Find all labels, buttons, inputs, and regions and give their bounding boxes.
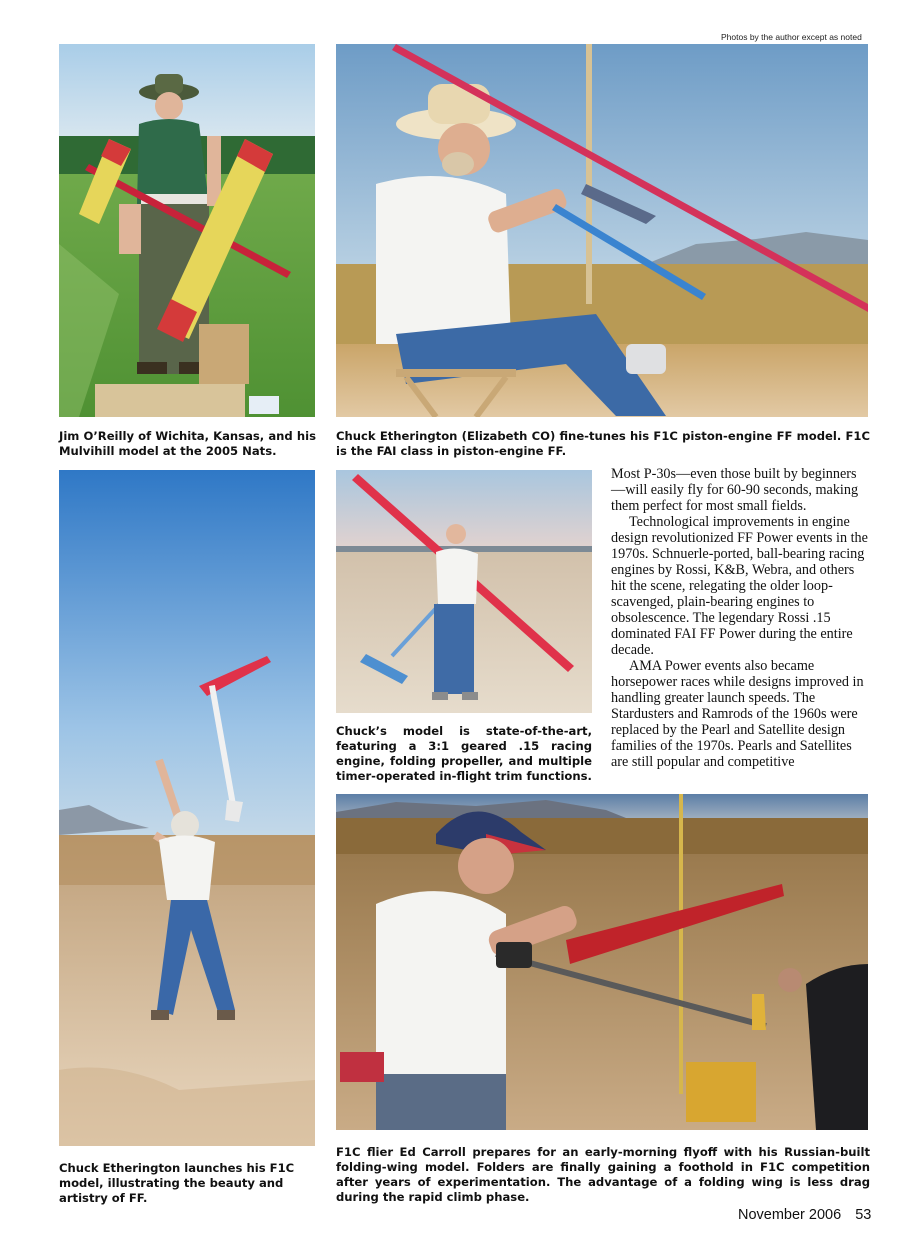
article-paragraph-2: Technological improvements in engine design revolutionized FF Power events in the 1970s. Schnuerle-ported, ball-bearing racing engines by Rossi, K&B, Webra, and others hit the scene, relegating the older loop-scavenged, plain-bearing engines to obsolescence. The legendary Rossi .15 dominated FAI FF Power during the entire decade. [611, 514, 868, 658]
article-body [611, 466, 869, 770]
photo-state-of-art [336, 470, 592, 713]
caption-carroll: F1C flier Ed Carroll prepares for an early-morning flyoff with his Russian-built folding-wing model. Folders are finally gaining a foothold in F1C competition after years of experimentation. The advantage of a folding wing is less drag during the rapid climb phase. [336, 1145, 870, 1204]
article-paragraph-1: Most P-30s—even those built by beginners—will easily fly for 60-90 seconds, making them perfect for most small fields. [611, 466, 859, 514]
photo-etherington-finetune [336, 44, 868, 417]
caption-oreilly: Jim O’Reilly of Wichita, Kansas, and his Mulvihill model at the 2005 Nats. [59, 429, 316, 458]
caption-etherington-finetune: Chuck Etherington (Elizabeth CO) fine-tunes his F1C piston-engine FF model. F1C is the FAI class in piston-engine FF. [336, 429, 870, 458]
caption-launch: Chuck Etherington launches his F1C model, illustrating the beauty and artistry of FF. [59, 1161, 295, 1205]
folio-date: November 2006 [738, 1207, 842, 1223]
photo-launch [59, 470, 315, 1146]
photo-carroll [336, 794, 868, 1130]
caption-state-of-art: Chuck’s model is state-of-the-art, featuring a 3:1 geared .15 racing engine, folding propeller, and multiple timer-operated in-flight trim functions. [336, 724, 592, 783]
page-folio [738, 1207, 871, 1223]
photo-oreilly [59, 44, 315, 417]
page-number: 53 [855, 1207, 872, 1223]
article-paragraph-3: AMA Power events also became horsepower races while designs improved in handling greater launch speeds. The Stardusters and Ramrods of the 1960s were replaced by the Pearl and Satellite design families of the 1970s. Pearls and Satellites are still popular and competitive [611, 658, 864, 770]
photo-credit: Photos by the author except as noted [721, 32, 862, 42]
